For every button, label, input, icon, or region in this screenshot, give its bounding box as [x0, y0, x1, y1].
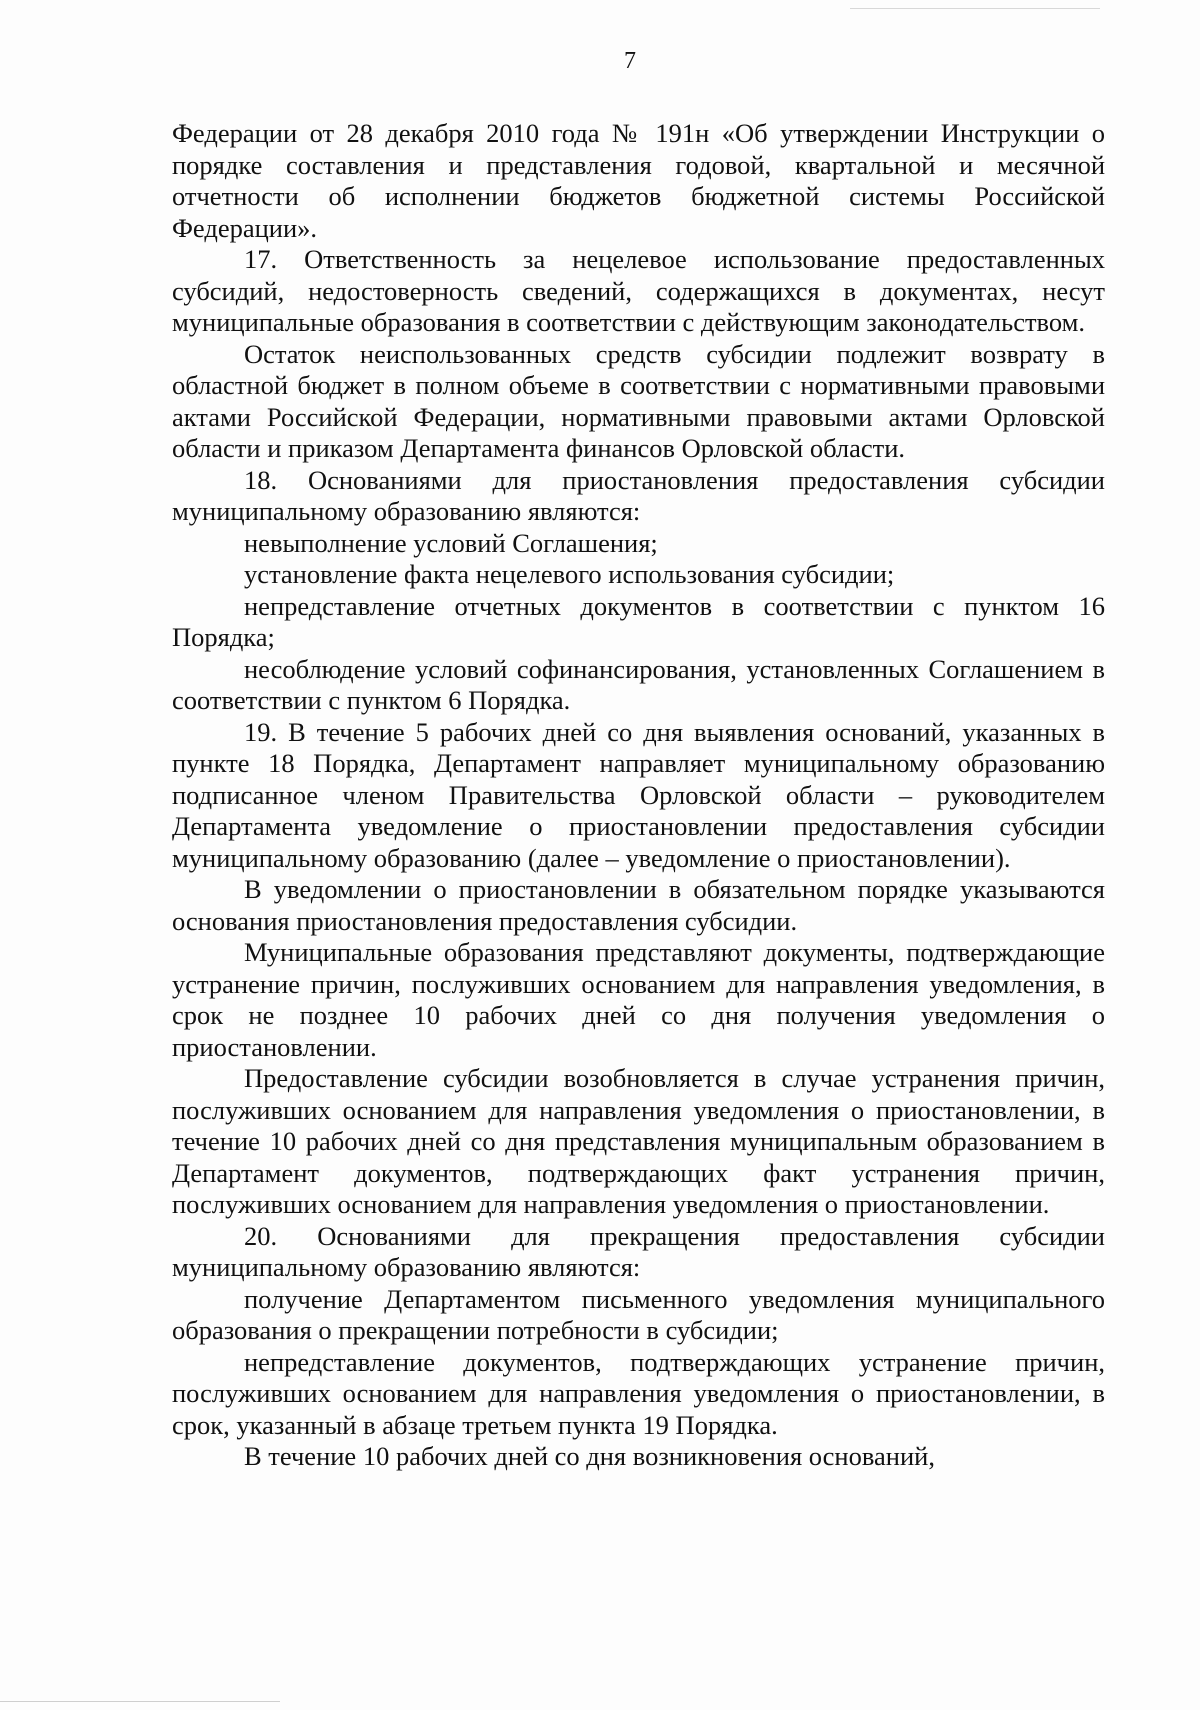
page-number: 7 — [624, 48, 636, 74]
paragraph-item-18: 18. Основаниями для приостановления предоставления субсидии муниципальному образованию являются: — [172, 464, 1105, 526]
list-item-cofinancing: несоблюдение условий софинансирования, установленных Соглашением в соответствии с пунктом 6 Порядка. — [172, 653, 1105, 715]
paragraph-item-20: 20. Основаниями для прекращения предоставления субсидии муниципальному образованию являются: — [172, 1220, 1105, 1282]
paragraph-resumption: Предоставление субсидии возобновляется в случае устранения причин, послуживших основанием для направления уведомления о приостановлении, в течение 10 рабочих дней со дня представления муниципальным образованием в Департамент документов, подтверждающих факт устранения причин, послуживших основанием для направления уведомления о приостановлении. — [172, 1063, 1105, 1219]
scan-edge-line-top — [850, 8, 1100, 9]
paragraph-remaining-funds: Остаток неиспользованных средств субсидии подлежит возврату в областной бюджет в полном объеме в соответствии с нормативными правовыми актами Российской Федерации, нормативными правовыми актами Орловской области и приказом Департамента финансов Орловской области. — [172, 338, 1105, 463]
list-item-misuse: установление факта нецелевого использования субсидии; — [244, 559, 895, 589]
list-item-nonfulfillment: невыполнение условий Соглашения; — [244, 527, 658, 558]
list-item-written-notice: получение Департаментом письменного уведомления муниципального образования о прекращении потребности в субсидии; — [172, 1283, 1105, 1345]
paragraph-notice-grounds: В уведомлении о приостановлении в обязательном порядке указываются основания приостановления предоставления субсидии. — [172, 874, 1105, 936]
paragraph-municipal-documents: Муниципальные образования представляют документы, подтверждающие устранение причин, послуживших основанием для направления уведомления, в срок не позднее 10 рабочих дней со дня получения уведомления о приостановлении. — [172, 937, 1105, 1062]
paragraph-item-19: 19. В течение 5 рабочих дней со дня выявления оснований, указанных в пункте 18 Порядка, Департамент направляет муниципальному образованию подписанное членом Правительства Орловской области – руководителем Департамента уведомление о приостановлении предоставления субсидии муниципальному образованию (далее – уведомление о приостановлении). — [172, 716, 1105, 873]
paragraph-final-fragment: В течение 10 рабочих дней со дня возникновения оснований, — [244, 1441, 935, 1471]
scan-edge-line-bottom — [0, 1701, 280, 1702]
document-body — [172, 118, 1105, 1473]
paragraph-continuation: Федерации от 28 декабря 2010 года № 191н «Об утверждении Инструкции о порядке составления и представления годовой, квартальной и месячной отчетности об исполнении бюджетов бюджетной системы Российской Федерации». — [172, 118, 1105, 243]
paragraph-item-17: 17. Ответственность за нецелевое использование предоставленных субсидий, недостоверность сведений, содержащихся в документах, несут муниципальные образования в соответствии с действующим законодательством. — [172, 244, 1105, 337]
list-item-no-documents: непредставление документов, подтверждающих устранение причин, послуживших основанием для направления уведомления о приостановлении, в срок, указанный в абзаце третьем пункта 19 Порядка. — [172, 1346, 1105, 1440]
list-item-no-reports: непредставление отчетных документов в соответствии с пунктом 16 Порядка; — [172, 590, 1105, 652]
